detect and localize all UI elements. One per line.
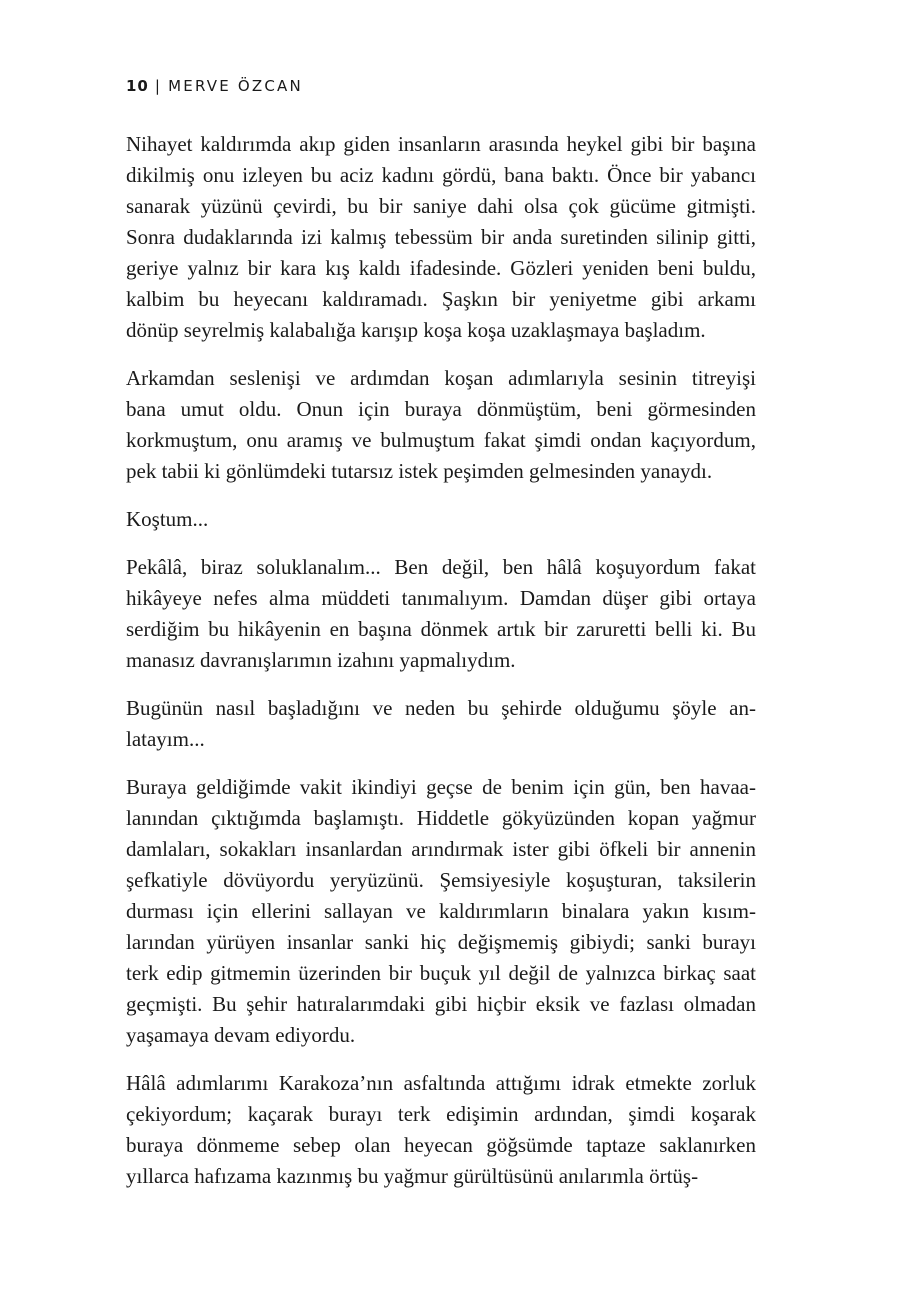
header-separator: | — [154, 77, 163, 95]
text-line: durması için ellerini sallayan ve kaldırımların binalara yakın kısım- — [126, 899, 756, 923]
text-line: manasız davranışlarımın izahını yapmalıydım. — [126, 648, 516, 672]
text-line: terk edip gitmemin üzerinden bir buçuk yıl değil de yalnızca birkaç saat — [126, 961, 756, 985]
text-line: şefkatiyle dövüyordu yeryüzünü. Şemsiyesiyle koşuşturan, taksilerin — [126, 868, 756, 892]
text-line: yaşamaya devam ediyordu. — [126, 1023, 356, 1047]
paragraph — [126, 1068, 756, 1192]
text-line: çekiyordum; kaçarak burayı terk edişimin ardından, şimdi koşarak — [126, 1102, 756, 1126]
text-line: bana umut oldu. Onun için buraya dönmüştüm, beni görmesinden — [126, 397, 756, 421]
body-text — [126, 129, 756, 1209]
paragraph — [126, 772, 756, 1051]
text-line: dikilmiş onu izleyen bu aciz kadını gördü, bana baktı. Önce bir yabancı — [126, 163, 756, 187]
text-line: pek tabii ki gönlümdeki tutarsız istek peşimden gelmesinden yanaydı. — [126, 459, 713, 483]
text-line: lanından çıktığımda başlamıştı. Hiddetle gökyüzünden kopan yağmur — [126, 806, 756, 830]
text-line: latayım... — [126, 727, 205, 751]
text-line: serdiğim bu hikâyenin en başına dönmek artık bir zaruretti belli ki. Bu — [126, 617, 756, 641]
text-line: yıllarca hafızama kazınmış bu yağmur gürültüsünü anılarımla örtüş- — [126, 1164, 699, 1188]
text-line: geriye yalnız bir kara kış kaldı ifadesinde. Gözleri yeniden beni buldu, — [126, 256, 756, 280]
author-name: MERVE ÖZCAN — [168, 77, 303, 95]
text-line: damlaları, sokakları insanlardan arındırmak ister gibi öfkeli bir annenin — [126, 837, 756, 861]
text-line: Nihayet kaldırımda akıp giden insanların arasında heykel gibi bir başına — [126, 132, 756, 156]
text-line: Sonra dudaklarında izi kalmış tebessüm bir anda suretinden silinip gitti, — [126, 225, 756, 249]
text-line: sanarak yüzünü çevirdi, bu bir saniye dahi olsa çok gücüme gitmişti. — [126, 194, 756, 218]
page-number: 10 — [126, 77, 149, 95]
paragraph — [126, 363, 756, 487]
text-line: hikâyeye nefes alma müddeti tanımalıyım. Damdan düşer gibi ortaya — [126, 586, 756, 610]
text-line: Pekâlâ, biraz soluklanalım... Ben değil, ben hâlâ koşuyordum fakat — [126, 555, 756, 579]
text-line: Bugünün nasıl başladığını ve neden bu şehirde olduğumu şöyle an- — [126, 696, 756, 720]
text-line: larından yürüyen insanlar sanki hiç değişmemiş gibiydi; sanki burayı — [126, 930, 756, 954]
text-line: kalbim bu heyecanı kaldıramadı. Şaşkın bir yeniyetme gibi arkamı — [126, 287, 756, 311]
paragraph — [126, 552, 756, 676]
paragraph — [126, 129, 756, 346]
running-header — [126, 77, 303, 95]
text-line: Buraya geldiğimde vakit ikindiyi geçse de benim için gün, ben havaa- — [126, 775, 756, 799]
text-line: korkmuştum, onu aramış ve bulmuştum fakat şimdi ondan kaçıyordum, — [126, 428, 756, 452]
paragraph — [126, 504, 756, 535]
text-line: Koştum... — [126, 507, 209, 531]
text-line: dönüp seyrelmiş kalabalığa karışıp koşa koşa uzaklaşmaya başladım. — [126, 318, 706, 342]
paragraph — [126, 693, 756, 755]
text-line: geçmişti. Bu şehir hatıralarımdaki gibi hiçbir eksik ve fazlası olmadan — [126, 992, 756, 1016]
text-line: buraya dönmeme sebep olan heyecan göğsümde taptaze saklanırken — [126, 1133, 756, 1157]
text-line: Hâlâ adımlarımı Karakoza’nın asfaltında attığımı idrak etmekte zorluk — [126, 1071, 756, 1095]
text-line: Arkamdan seslenişi ve ardımdan koşan adımlarıyla sesinin titreyişi — [126, 366, 756, 390]
